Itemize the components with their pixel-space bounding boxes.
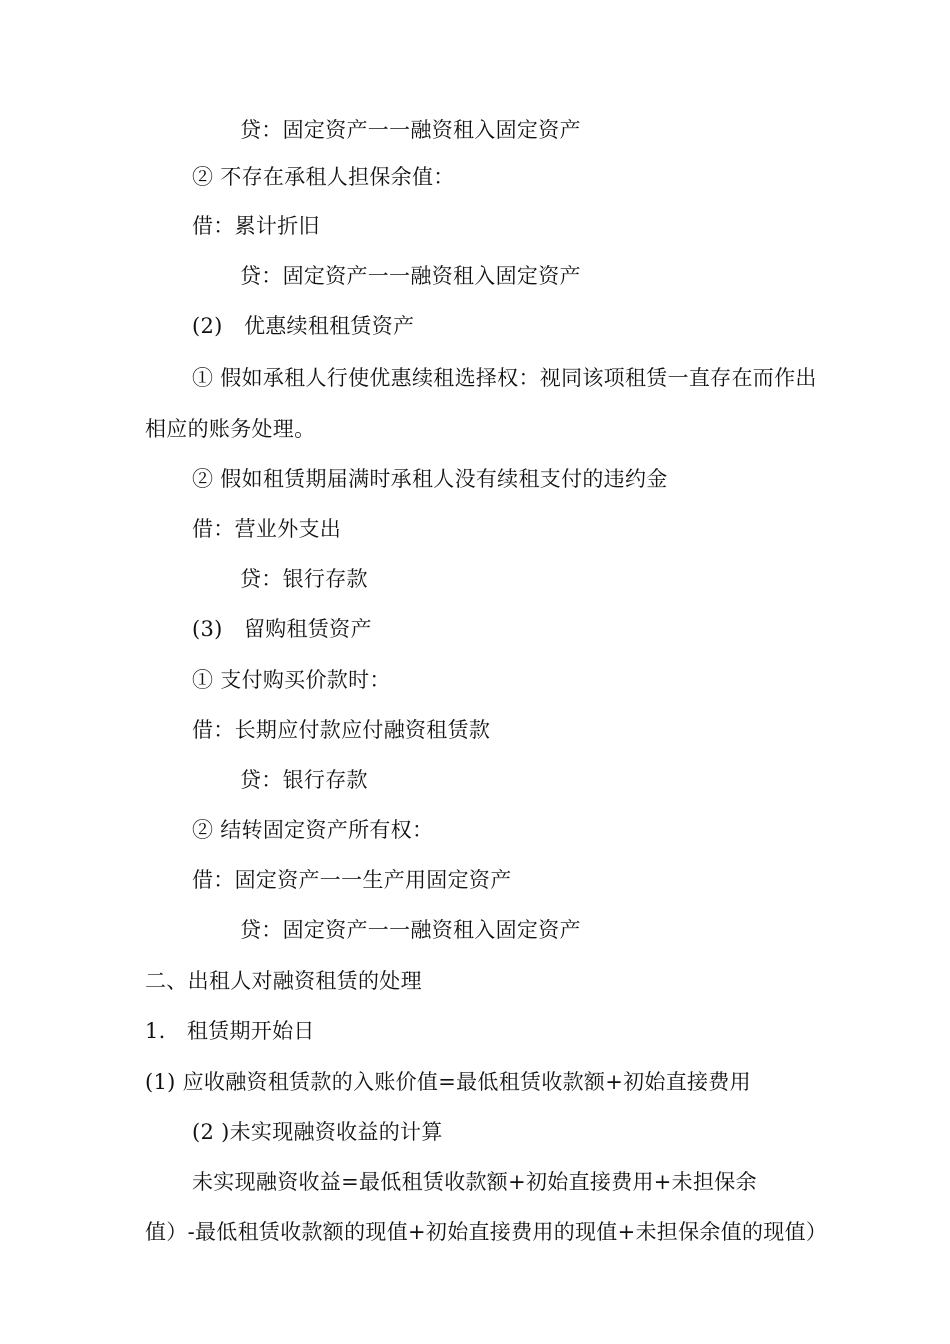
- list-item: ② 假如租赁期届满时承租人没有续租支付的违约金: [192, 467, 668, 491]
- list-item: ① 假如承租人行使优惠续租选择权：视同该项租赁一直存在而作出: [192, 366, 817, 390]
- list-item: ② 不存在承租人担保余值：: [192, 165, 455, 189]
- credit-line: 贷：银行存款: [240, 567, 368, 591]
- formula-line: 未实现融资收益=最低租赁收款额+初始直接费用+未担保余: [192, 1170, 757, 1194]
- chapter-heading: 二、出租人对融资租赁的处理: [145, 969, 422, 993]
- list-item: ② 结转固定资产所有权：: [192, 818, 434, 842]
- credit-line: 贷：固定资产一一融资租入固定资产: [240, 264, 581, 288]
- section-heading: (2 )未实现融资收益的计算: [192, 1120, 443, 1144]
- section-heading: (3) 留购租赁资产: [192, 617, 372, 641]
- credit-line: 贷：固定资产一一融资租入固定资产: [240, 118, 581, 142]
- list-item: ① 支付购买价款时：: [192, 668, 391, 692]
- debit-line: 借：营业外支出: [192, 517, 342, 541]
- debit-line: 借：累计折旧: [192, 214, 320, 238]
- formula-line: (1) 应收融资租赁款的入账价值=最低租赁收款额+初始直接费用: [145, 1070, 751, 1094]
- debit-line: 借：长期应付款应付融资租赁款: [192, 718, 491, 742]
- debit-line: 借：固定资产一一生产用固定资产: [192, 868, 512, 892]
- section-heading: (2) 优惠续租租赁资产: [192, 314, 415, 338]
- credit-line: 贷：固定资产一一融资租入固定资产: [240, 918, 581, 942]
- credit-line: 贷：银行存款: [240, 768, 368, 792]
- paragraph-continuation: 相应的账务处理。: [145, 417, 316, 441]
- formula-continuation: 值）-最低租赁收款额的现值+初始直接费用的现值+未担保余值的现值）: [145, 1220, 828, 1244]
- numbered-heading: 1. 租赁期开始日: [145, 1019, 315, 1043]
